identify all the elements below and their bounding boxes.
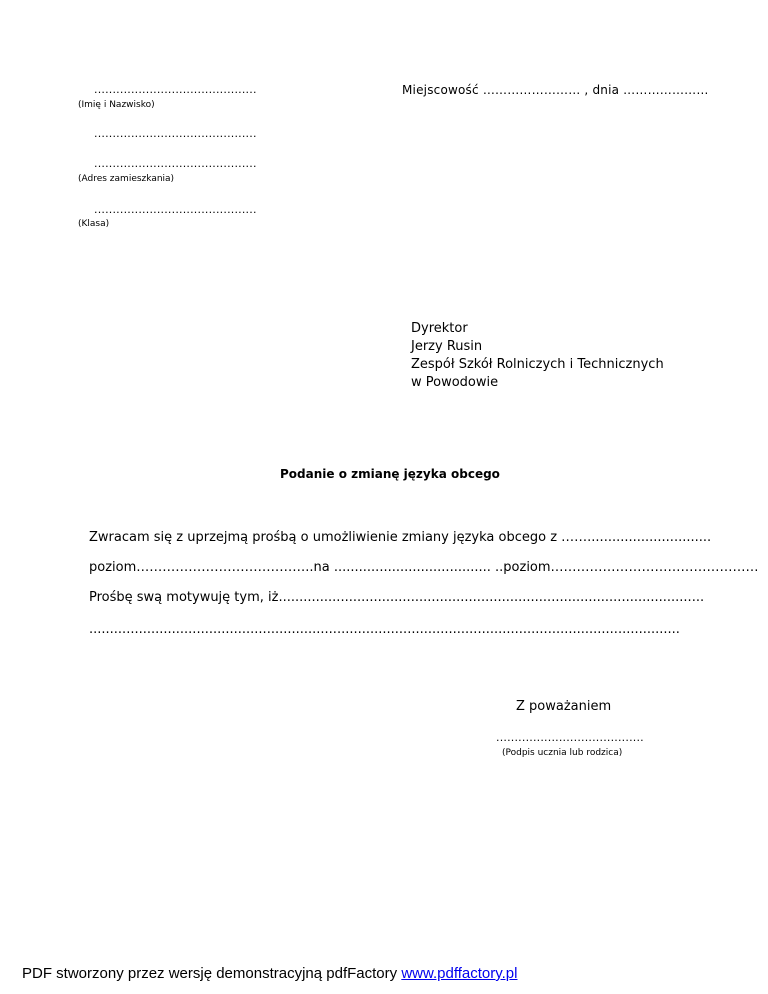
recipient-location: w Powodowie — [411, 375, 499, 390]
recipient-school: Zespół Szkół Rolniczych i Technicznych — [411, 357, 664, 372]
recipient-title: Dyrektor — [411, 321, 468, 336]
document-title: Podanie o zmianę języka obcego — [280, 467, 500, 481]
address-caption: (Adres zamieszkania) — [78, 174, 175, 184]
recipient-block — [411, 320, 664, 392]
signature-caption: (Podpis ucznia lub rodzica) — [502, 748, 623, 758]
footer-link[interactable]: www.pdffactory.pl — [401, 965, 518, 982]
body-line-4: ............................................................................................................................................... — [89, 622, 680, 637]
pdf-footer — [22, 965, 517, 982]
place-date: Miejscowość …………………… , dnia ………………… — [402, 83, 709, 97]
signature-dots: ........................................ — [496, 731, 644, 744]
footer-text: PDF stworzony przez wersję demonstracyjną pdfFactory — [22, 965, 402, 982]
class-caption: (Klasa) — [78, 219, 110, 229]
body-line-3: Prośbę swą motywuję tym, iż....................................................................................................... — [89, 590, 705, 605]
class-dots: ............................................ — [94, 203, 257, 216]
regards-text: Z poważaniem — [516, 699, 612, 714]
address-line2-dots: ............................................ — [94, 157, 257, 170]
body-line-1: Zwracam się z uprzejmą prośbą o umożliwienie zmiany języka obcego z …….............................. — [89, 530, 712, 545]
body-line-2: poziom…………………………………..na ...................................... ..poziom………………………………………… — [89, 560, 759, 575]
recipient-name: Jerzy Rusin — [411, 339, 483, 354]
address-line1-dots: ............................................ — [94, 127, 257, 140]
name-dots: ............................................ — [94, 83, 257, 96]
name-caption: (Imię i Nazwisko) — [78, 100, 155, 110]
